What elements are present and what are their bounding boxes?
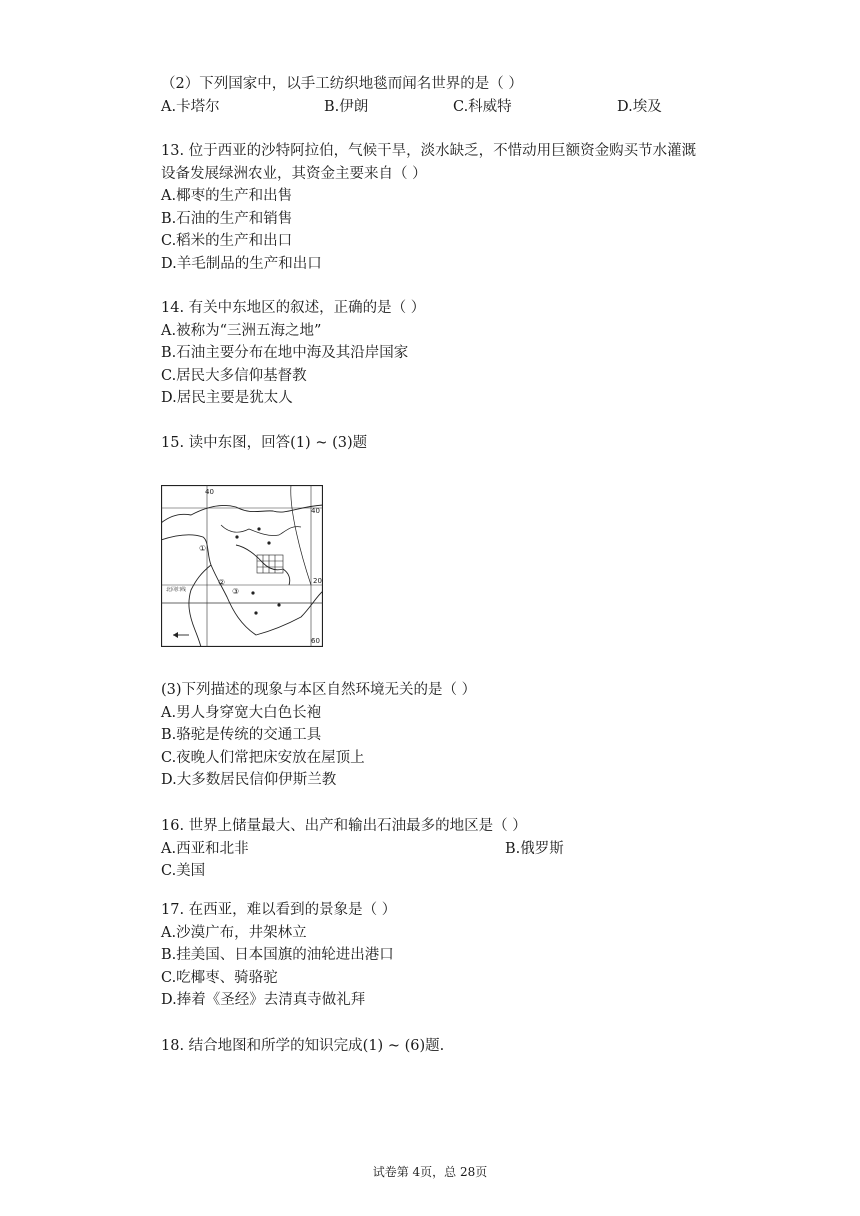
option-a[interactable]: A.沙漠广布，井架林立 bbox=[161, 924, 307, 941]
option-b[interactable]: B.俄罗斯 bbox=[505, 840, 564, 857]
option-b[interactable]: B.伊朗 bbox=[324, 98, 369, 115]
question-stem: 14. 有关中东地区的叙述，正确的是（ ） bbox=[161, 300, 426, 316]
question-17 bbox=[161, 899, 741, 1012]
option-a[interactable]: A.椰枣的生产和出售 bbox=[161, 188, 293, 205]
lat-label-right: 40 bbox=[311, 507, 320, 515]
question-stem-line-1: 13. 位于西亚的沙特阿拉伯，气候干旱，淡水缺乏，不惜动用巨额资金购买节水灌溉 bbox=[161, 143, 697, 159]
question-stem: (3)下列描述的现象与本区自然环境无关的是（ ） bbox=[161, 682, 477, 698]
option-b[interactable]: B.挂美国、日本国旗的油轮进出港口 bbox=[161, 947, 394, 964]
option-d[interactable]: D.大多数居民信仰伊斯兰教 bbox=[161, 772, 337, 789]
option-c[interactable]: C.稻米的生产和出口 bbox=[161, 233, 293, 250]
option-b[interactable]: B.石油主要分布在地中海及其沿岸国家 bbox=[161, 345, 409, 362]
question-18 bbox=[161, 1035, 741, 1058]
option-d[interactable]: D.居民主要是犹太人 bbox=[161, 390, 293, 407]
option-b[interactable]: B.石油的生产和销售 bbox=[161, 210, 293, 227]
option-c[interactable]: C.美国 bbox=[161, 863, 206, 880]
question-12-part-2 bbox=[161, 73, 741, 118]
options-row bbox=[161, 96, 741, 119]
question-15 bbox=[161, 432, 741, 455]
option-a[interactable]: A.被称为“三洲五海之地” bbox=[161, 322, 322, 339]
option-d[interactable]: D.捧着《圣经》去清真寺做礼拜 bbox=[161, 992, 366, 1009]
lat-label-top: 40 bbox=[205, 488, 214, 496]
marker-2: ② bbox=[218, 578, 226, 587]
question-stem: （2）下列国家中，以手工纺织地毯而闻名世界的是（ ） bbox=[161, 76, 523, 92]
option-c[interactable]: C.夜晚人们常把床安放在屋顶上 bbox=[161, 749, 365, 766]
question-stem: 15. 读中东图，回答(1) ~ (3)题 bbox=[161, 435, 368, 451]
question-stem: 17. 在西亚，难以看到的景象是（ ） bbox=[161, 902, 397, 918]
question-15-part-3 bbox=[161, 679, 741, 792]
option-a[interactable]: A.男人身穿宽大白色长袍 bbox=[161, 704, 322, 721]
options-row bbox=[161, 838, 741, 861]
option-c[interactable]: C.吃椰枣、骑骆驼 bbox=[161, 969, 278, 986]
middle-east-map bbox=[161, 485, 323, 647]
option-d[interactable]: D.羊毛制品的生产和出口 bbox=[161, 255, 322, 272]
lat-label-20: 20 bbox=[313, 577, 322, 585]
page-footer: 试卷第 4页，总 28页 bbox=[372, 1165, 488, 1179]
option-b[interactable]: B.骆驼是传统的交通工具 bbox=[161, 727, 322, 744]
question-16 bbox=[161, 815, 741, 883]
option-d[interactable]: D.埃及 bbox=[617, 98, 662, 115]
option-a[interactable]: A.西亚和北非 bbox=[161, 840, 249, 857]
option-c[interactable]: C.科威特 bbox=[453, 98, 512, 115]
tropic-label: 北回归线 bbox=[166, 587, 187, 593]
marker-3: ③ bbox=[232, 587, 240, 596]
option-a[interactable]: A.卡塔尔 bbox=[161, 98, 220, 115]
lon-label-60: 60 bbox=[311, 637, 320, 645]
question-stem-line-2: 设备发展绿洲农业，其资金主要来自（ ） bbox=[161, 165, 427, 182]
marker-1: ① bbox=[199, 544, 207, 553]
option-c[interactable]: C.居民大多信仰基督教 bbox=[161, 367, 307, 384]
question-stem: 16. 世界上储量最大、出产和输出石油最多的地区是（ ） bbox=[161, 818, 527, 834]
question-stem: 18. 结合地图和所学的知识完成(1) ~ (6)题. bbox=[161, 1038, 445, 1054]
question-13 bbox=[161, 140, 741, 276]
question-14 bbox=[161, 297, 741, 410]
